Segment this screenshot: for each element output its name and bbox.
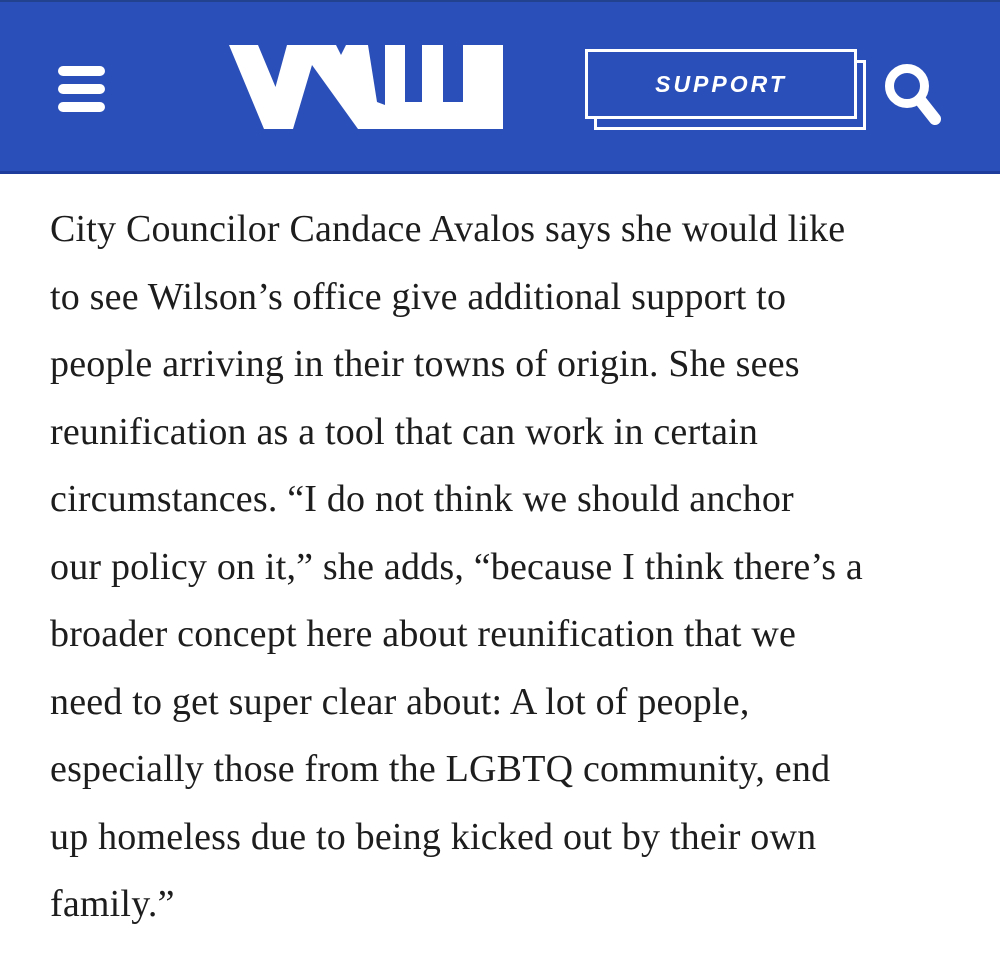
paragraph-line: family.” [50,883,175,925]
hamburger-icon [58,102,105,112]
search-icon [876,56,946,130]
paragraph-line: broader concept here about reunification that we [50,613,797,655]
ww-logo-icon [228,45,504,129]
paragraph-line: especially those from the LGBTQ community, end [50,748,831,790]
hamburger-icon [58,84,105,94]
ww-logo[interactable] [228,45,504,129]
paragraph-line: people arriving in their towns of origin. She sees [50,343,800,385]
article-paragraph [50,196,960,939]
paragraph-line: to see Wilson’s office give additional support to [50,275,787,318]
search-button[interactable] [876,56,946,130]
hamburger-menu-button[interactable] [58,65,106,113]
support-button[interactable]: SUPPORT [585,49,857,119]
paragraph-line: City Councilor Candace Avalos says she would like [50,208,846,250]
paragraph-line: up homeless due to being kicked out by their own [50,815,817,858]
site-header [0,0,1000,174]
paragraph-line: circumstances. “I do not think we should anchor [50,478,794,520]
paragraph-line: our policy on it,” she adds, “because I think there’s a [50,545,863,588]
hamburger-icon [58,66,105,76]
paragraph-line: need to get super clear about: A lot of people, [50,680,750,723]
paragraph-line: reunification as a tool that can work in certain [50,410,759,453]
